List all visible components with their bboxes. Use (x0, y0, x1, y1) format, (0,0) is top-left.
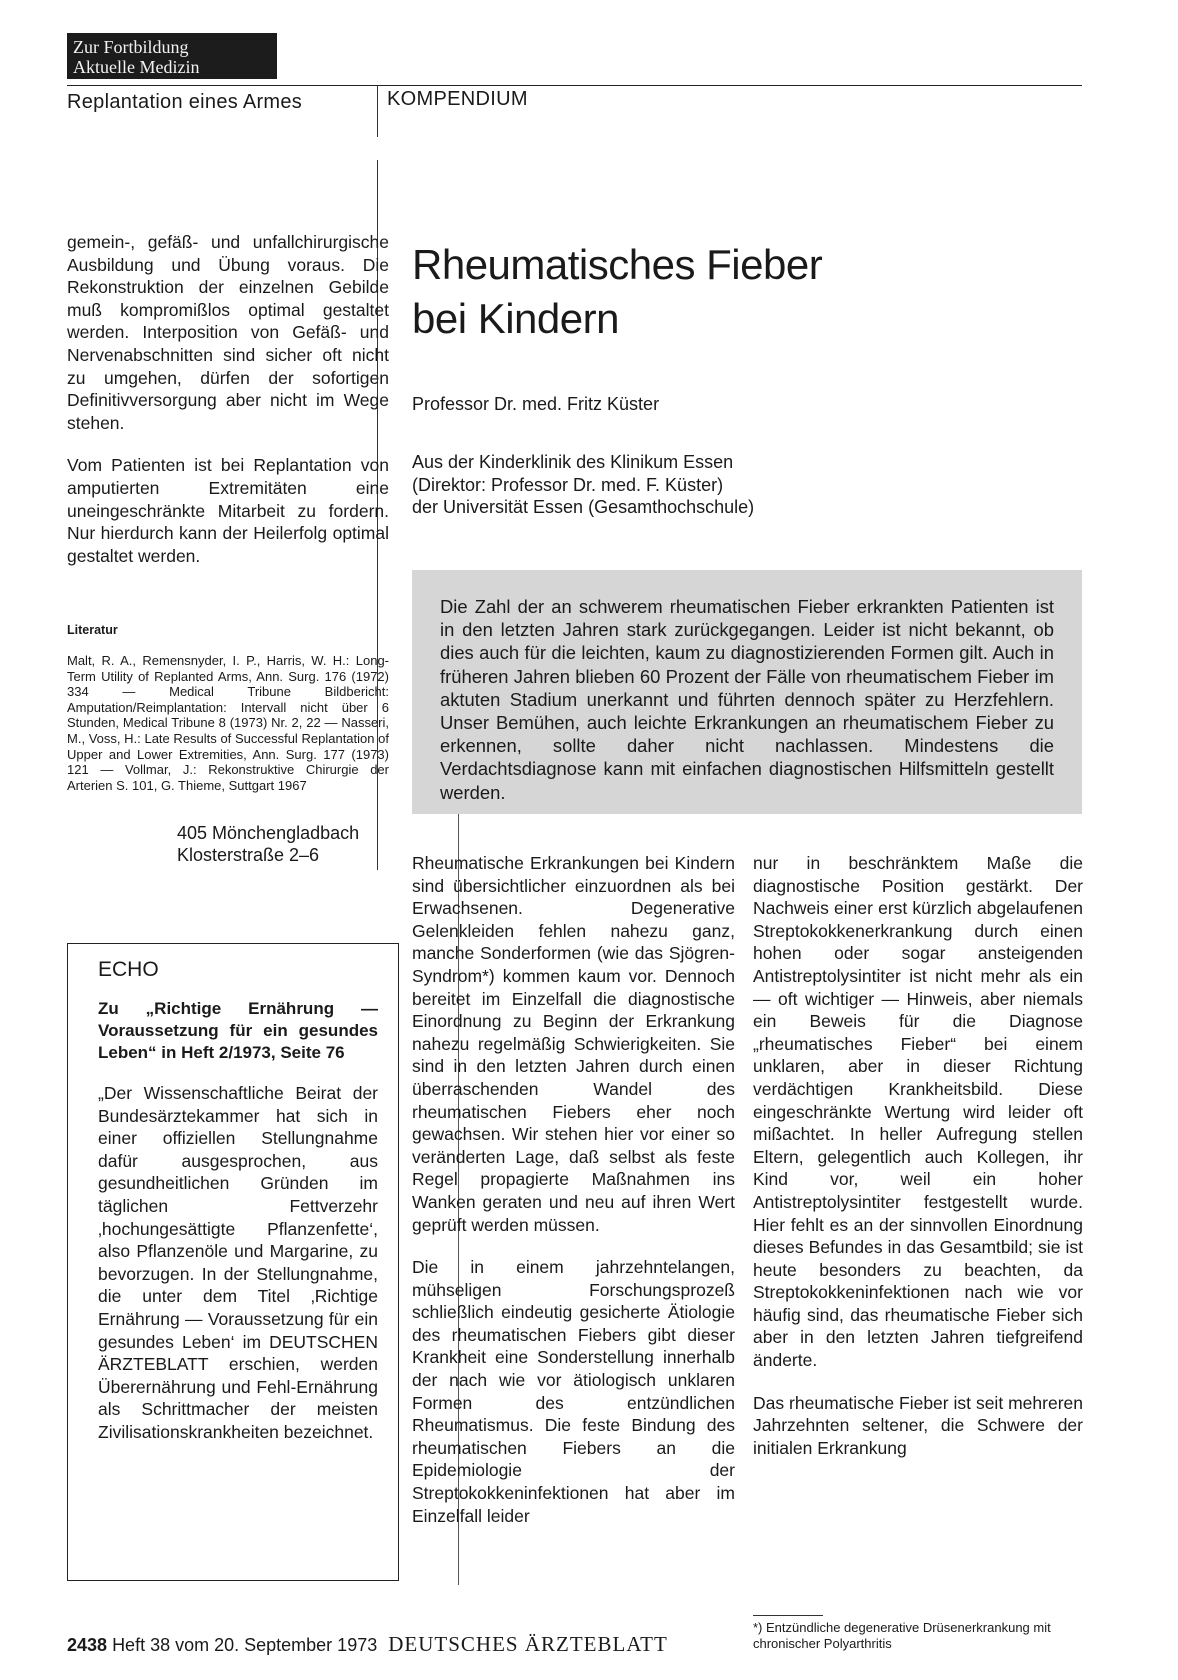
literature-list: Malt, R. A., Remensnyder, I. P., Harris, W. H.: Long-Term Utility of Replanted Arms, Ann. Surg. 176 (1972) 334 — Medical Tribune Bildbericht: Amputation/Reimplantation: Intervall nicht über 6 Stunden, Medical Tribune 8 (1973) Nr. 2, 22 — Nasseri, M., Voss, H.: Late Results of Successful Replantation of Upper and Lower Extremities, Ann. Surg. 177 (1973) 121 — Vollmar, J.: Rekonstruktive Chirurgie der Arterien S. 101, G. Thieme, Suttgart 1967 (67, 653, 389, 793)
right-paragraph: Das rheumatische Fieber ist seit mehreren Jahrzehnten seltener, die Schwere der initialen Erkrankung (753, 1392, 1083, 1458)
left-column-text (67, 231, 389, 587)
badge-line-2: Aktuelle Medizin (73, 57, 200, 77)
right-section-title: KOMPENDIUM (387, 88, 528, 110)
header-rule (67, 85, 1082, 86)
badge-line-1: Zur Fortbildung (73, 37, 189, 57)
page-number: 2438 (67, 1635, 108, 1655)
middle-paragraph: Die in einem jahrzehntelangen, mühseligen Forschungsprozeß schließlich eindeutig gesicherte Ätiologie des rheumatischen Fiebers gibt dieser Krankheit eine Sonderstellung innerhalb der nach wie vor ätiologisch unklaren Formen des entzündlichen Rheumatismus. Die feste Bindung des rheumatischen Fiebers an die Epidemiologie der Streptokokkeninfektionen hat aber im Einzelfall leider (412, 1257, 735, 1526)
page-footer (67, 1632, 668, 1657)
article-title (412, 238, 822, 346)
author-address (177, 822, 359, 866)
title-line-2: bei Kindern (412, 295, 619, 342)
right-paragraph: nur in beschränktem Maße die diagnostische Position gestärkt. Der Nachweis einer erst kürzlich abgelaufenen Streptokokkenerkrankung durch einen hohen oder sogar ansteigenden Antistreptolysintiter ist nicht mehr als ein — oft wichtiger — Hinweis, aber niemals ein Beweis für die Diagnose „rheumatisches Fieber“ bei einem unklaren, aber in dieser Richtung verdächtigen Krankheitsbild. Diese eingeschränkte Wertung wird leider oft mißachtet. In heller Aufregung stellen Eltern, gelegentlich auch Kollegen, ihr Kind vor, weil ein hoher Antistreptolysintiter festgestellt wurde. Hier fehlt es an der sinnvollen Einordnung dieses Befundes in das Gesamtbild; sie ist heute besonders zu beachten, da Streptokokkeninfektionen nach wie vor häufig sind, das rheumatische Fieber sich aber in den letzten Jahren tiefgreifend änderte. (753, 853, 1083, 1371)
header-divider (377, 85, 378, 137)
affiliation-line-1: Aus der Kinderklinik des Klinikum Essen (412, 452, 734, 472)
issue-info: Heft 38 vom 20. September 1973 (112, 1635, 378, 1655)
affiliation-line-3: der Universität Essen (Gesamthochschule) (412, 497, 755, 517)
echo-subtitle: Zu „Richtige Ernährung — Voraussetzung für ein gesundes Leben“ in Heft 2/1973, Seite 76 (98, 999, 378, 1062)
literature-heading: Literatur (67, 623, 118, 637)
echo-title: ECHO (98, 958, 159, 981)
title-line-1: Rheumatisches Fieber (412, 241, 823, 288)
left-section-title: Replantation eines Armes (67, 91, 303, 113)
article-author: Professor Dr. med. Fritz Küster (412, 394, 660, 414)
echo-text: „Der Wissenschaftliche Beirat der Bundesärztekammer hat sich in einer offiziellen Stellungnahme dafür ausgesprochen, aus gesundheitlichen Gründen im täglichen Fettverzehr ‚hochungesättigte Pflanzenfette‘, also Pflanzenöle und Margarine, zu bevorzugen. In der Stellungnahme, die unter dem Titel ‚Richtige Ernährung — Voraussetzung für ein gesundes Leben‘ im DEUTSCHEN ÄRZTEBLATT erschien, werden Überernährung und Fehl-Ernährung als Schrittmacher der meisten Zivilisationskrankheiten bezeichnet. (98, 1083, 378, 1442)
article-affiliation (412, 451, 754, 519)
middle-column-text (412, 852, 735, 1547)
left-paragraph: Vom Patienten ist bei Replantation von amputierten Extremitäten eine uneingeschränkte Mitarbeit zu fordern. Nur hierdurch kann der Heilerfolg optimal gestaltet werden. (67, 455, 389, 566)
left-paragraph: gemein-, gefäß- und unfallchirurgische Ausbildung und Übung voraus. Die Rekonstruktion der einzelnen Gebilde muß kompromißlos optimal gestaltet werden. Interposition von Gefäß- und Nervenabschnitten sind sicher oft nicht zu umgehen, dürfen der sofortigen Definitivversorgung aber nicht im Wege stehen. (67, 232, 389, 433)
footnote-rule (753, 1615, 823, 1616)
right-column-text (753, 852, 1083, 1479)
echo-box (67, 943, 399, 1581)
section-badge (67, 33, 277, 79)
abstract-box: Die Zahl der an schwerem rheumatischen Fieber erkrankten Patienten ist in den letzten Jahren stark zurückgegangen. Leider ist nicht bekannt, ob dies auch für die leichten, kaum zu diagnostizierenden Formen gilt. Auch in früheren Jahren blieben 60 Prozent der Fälle von rheumatischem Fieber im aktuten Stadium unerkannt und führten dennoch später zu Herzfehlern. Unser Bemühen, auch leichte Erkrankungen an rheumatischem Fieber zu erkennen, sollte daher nicht nachlassen. Mindestens die Verdachtsdiagnose kann mit einfachen diagnostischen Hilfsmitteln gestellt werden. (412, 570, 1082, 814)
middle-paragraph: Rheumatische Erkrankungen bei Kindern sind übersichtlicher einzuordnen als bei Erwachsenen. Degenerative Gelenkleiden fehlen nahezu ganz, manche Sonderformen (wie das Sjögren-Syndrom*) kommen kaum vor. Dennoch bereitet im Einzelfall die diagnostische Einordnung zu Beginn der Erkrankung nahezu regelmäßig Schwierigkeiten. Sie sind in den letzten Jahren durch einen überraschenden Wandel des rheumatischen Fiebers eher noch gewachsen. Wir stehen hier vor einer so veränderten Lage, daß selbst als feste Regel propagierte Maßnahmen ins Wanken geraten und neu auf ihren Wert geprüft werden müssen. (412, 853, 735, 1235)
journal-masthead: DEUTSCHES ÄRZTEBLATT (388, 1632, 668, 1656)
address-line-1: 405 Mönchengladbach (177, 823, 360, 843)
address-line-2: Klosterstraße 2–6 (177, 845, 320, 865)
affiliation-line-2: (Direktor: Professor Dr. med. F. Küster) (412, 474, 724, 495)
footnote: *) Entzündliche degenerative Drüsenerkrankung mit chronischer Polyarthritis (753, 1620, 1051, 1651)
